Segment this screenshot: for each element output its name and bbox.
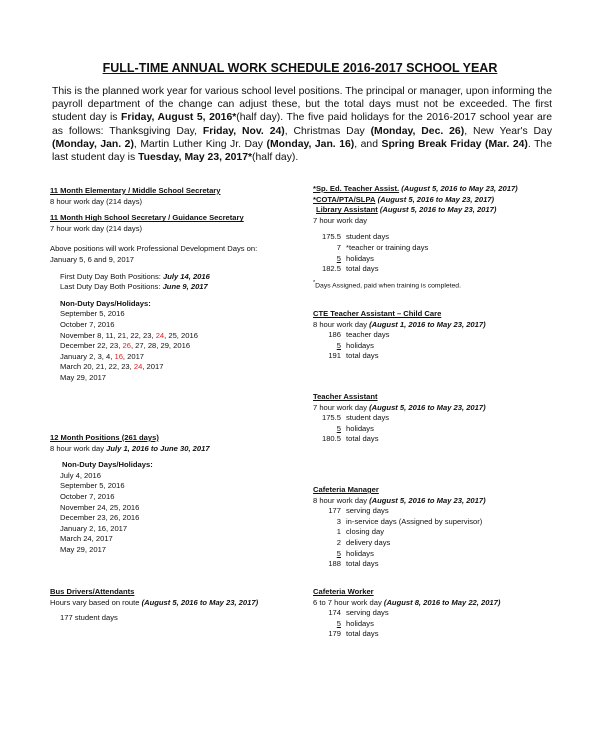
date-text: , 2017 (142, 362, 164, 372)
days-row (313, 549, 553, 560)
section-heading: Teacher Assistant (313, 392, 378, 401)
date-range: (August 5, 2016 to May 23, 2017) (401, 184, 518, 193)
days-label: holidays (346, 340, 374, 350)
first-student-day: Friday, August 5, 2016* (121, 112, 237, 124)
date-text: March 20, 21, 22, 23, (60, 362, 134, 372)
date-text: January 2, 3, 4, (60, 351, 115, 361)
work-day-line (50, 444, 295, 455)
days-row (313, 629, 553, 640)
nonduty-date: May 29, 2017 (60, 372, 107, 382)
days-label: teacher days (346, 330, 390, 340)
date-range: (August 1, 2016 to May 23, 2017) (369, 319, 486, 329)
days-count: 7 (336, 242, 341, 252)
pd-days-dates: January 5, 6 and 9, 2017 (50, 254, 135, 264)
nonduty-date: January 2, 16, 2017 (60, 523, 128, 533)
days-label: holidays (346, 618, 374, 628)
days-line: 177 student days (60, 613, 118, 623)
days-label: total days (346, 629, 379, 639)
nonduty-date: September 5, 2016 (60, 309, 125, 319)
label: 8 hour work day (313, 495, 370, 505)
days-count: 188 (328, 559, 341, 569)
holiday-new-year: (Monday, Jan. 2) (52, 138, 134, 150)
label: 6 to 7 hour work day (313, 597, 384, 607)
heading-row (313, 195, 553, 206)
days-label: holidays (346, 423, 374, 433)
days-count: 3 (336, 516, 341, 526)
section-heading: 12 Month Positions (261 days) (50, 433, 159, 442)
nonduty-date (50, 341, 295, 352)
intro-paragraph (52, 85, 552, 164)
label: 8 hour work day (50, 443, 107, 453)
days-count: 175.5 (321, 413, 341, 423)
work-day-line: 7 hour work day (313, 215, 368, 225)
footnote-text: Days Assigned, paid when training is completed. (315, 282, 461, 290)
days-count: 182.5 (321, 264, 341, 274)
days-row (313, 341, 553, 352)
days-label: total days (346, 434, 379, 444)
nonduty-date (50, 362, 295, 373)
holiday-date: 24 (133, 362, 143, 372)
days-label: delivery days (346, 537, 391, 547)
label: First Duty Day Both Positions: (60, 271, 163, 281)
right-section-4 (313, 485, 553, 570)
days-row (313, 243, 553, 254)
days-count: 5 (336, 548, 341, 558)
days-count: 179 (328, 629, 341, 639)
days-label: student days (346, 232, 390, 242)
last-student-day: Tuesday, May 23, 2017* (138, 152, 253, 164)
nonduty-date: May 29, 2017 (60, 544, 107, 554)
nonduty-date (50, 352, 295, 363)
section-heading: Library Assistant (316, 205, 378, 215)
date-range: (August 5, 2016 to May 23, 2017) (141, 597, 259, 607)
nonduty-date: July 4, 2016 (60, 470, 101, 480)
page-title: FULL-TIME ANNUAL WORK SCHEDULE 2016-2017 SCHOOL YEAR (102, 61, 498, 75)
date-range: (August 5, 2016 to May 23, 2017) (369, 495, 486, 505)
days-count: 1 (336, 527, 341, 537)
holiday-date: 16 (114, 351, 123, 361)
nonduty-heading: Non-Duty Days/Holidays: (62, 460, 153, 470)
nonduty-date: October 7, 2016 (60, 319, 115, 329)
nonduty-heading: Non-Duty Days/Holidays: (60, 298, 151, 308)
days-row (313, 264, 553, 275)
days-row (313, 527, 553, 538)
holiday-thanksgiving: Friday, Nov. 24) (202, 125, 285, 137)
days-label: holidays (346, 548, 374, 558)
days-label: total days (346, 264, 379, 274)
section-heading: *Sp. Ed. Teacher Assist. (313, 184, 400, 193)
days-count: 5 (336, 423, 341, 433)
section-heading: Cafeteria Worker (313, 587, 374, 596)
right-section-2 (313, 309, 553, 362)
work-day-line (50, 598, 295, 609)
date: July 14, 2016 (162, 271, 210, 281)
days-count: 5 (336, 618, 341, 628)
holiday-date: 26 (122, 341, 131, 351)
heading-row (313, 205, 553, 216)
section-heading: CTE Teacher Assistant – Child Care (313, 309, 442, 318)
days-row (313, 619, 553, 630)
pd-days-line: Above positions will work Professional Development Days on: (50, 244, 258, 254)
days-row (313, 330, 553, 341)
date-text: December 22, 23, (60, 341, 123, 351)
right-section-3 (313, 392, 553, 445)
holiday-date: 24 (155, 330, 165, 340)
footnote: *Days Assigned, paid when training is completed. (313, 279, 461, 290)
nonduty-date: October 7, 2016 (60, 491, 115, 501)
work-day-line: 8 hour work day (214 days) (50, 196, 143, 206)
intro-text: , Christmas Day (284, 125, 371, 137)
first-duty-day (50, 272, 295, 283)
days-row (313, 538, 553, 549)
right-section-1 (313, 184, 553, 292)
days-label: serving days (346, 506, 389, 516)
nonduty-date: November 24, 25, 2016 (60, 502, 140, 512)
days-row (313, 351, 553, 362)
work-day-line (313, 496, 553, 507)
section-heading: 11 Month High School Secretary / Guidance Secretary (50, 213, 244, 223)
days-label: in-service days (Assigned by supervisor) (346, 516, 483, 526)
holiday-spring-break: Spring Break Friday (Mar. 24) (381, 138, 528, 150)
days-count: 2 (336, 537, 341, 547)
days-label: closing day (346, 527, 384, 537)
days-label: total days (346, 559, 379, 569)
days-label: holidays (346, 253, 374, 263)
days-count: 174 (328, 608, 341, 618)
label: Last Duty Day Both Positions: (60, 282, 163, 292)
nonduty-date: September 5, 2016 (60, 481, 125, 491)
section-heading: Cafeteria Manager (313, 485, 379, 494)
left-column-bus (50, 587, 295, 624)
label: 7 hour work day (313, 402, 370, 412)
last-duty-day (50, 282, 295, 293)
days-row (313, 254, 553, 265)
intro-text: (half day). (252, 152, 299, 164)
left-column-12month (50, 433, 295, 556)
days-row (313, 506, 553, 517)
days-row (313, 434, 553, 445)
right-section-5 (313, 587, 553, 640)
work-day-line (313, 320, 553, 331)
days-row (313, 517, 553, 528)
days-row (313, 424, 553, 435)
label: Hours vary based on route (50, 597, 142, 607)
days-row (313, 608, 553, 619)
label: 8 hour work day (313, 319, 370, 329)
date: June 9, 2017 (162, 282, 208, 292)
date-range: July 1, 2016 to June 30, 2017 (106, 443, 210, 453)
left-column (50, 186, 295, 384)
date-range: (August 8, 2016 to May 22, 2017) (383, 597, 501, 607)
nonduty-date (50, 331, 295, 342)
days-count: 175.5 (321, 232, 341, 242)
days-label: total days (346, 351, 379, 361)
days-count: 191 (328, 351, 341, 361)
date-text: November 8, 11, 21, 22, 23, (60, 330, 156, 340)
days-count: 5 (336, 340, 341, 350)
days-count: 180.5 (321, 434, 341, 444)
intro-text: This is the planned work year for various school level positions. The principal or manager, upon informing the payroll department of the change can adjust these, but the total days must not be exceeded. The first student day is (52, 86, 552, 124)
date-range: (August 5, 2016 to May 23, 2017) (377, 194, 495, 204)
holiday-mlk: (Monday, Jan. 16) (266, 138, 355, 150)
section-heading: Bus Drivers/Attendants (50, 587, 135, 596)
heading-row (313, 184, 553, 195)
nonduty-date: December 23, 26, 2016 (60, 513, 140, 523)
work-day-line (313, 403, 553, 414)
days-row (313, 413, 553, 424)
intro-text: , and (354, 138, 382, 150)
section-heading: *COTA/PTA/SLPA (313, 194, 376, 204)
intro-text: (half day). The five paid holidays for the 2016-2017 school year are as follows: Thanksgiving Day, (52, 112, 552, 137)
intro-text: . The last student day is (52, 138, 552, 164)
days-count: 177 (328, 506, 341, 516)
section-heading: 11 Month Elementary / Middle School Secretary (50, 186, 221, 195)
work-day-line (313, 598, 553, 609)
days-count: 186 (328, 330, 341, 340)
nonduty-date: March 24, 2017 (60, 534, 113, 544)
intro-text: , Martin Luther King Jr. Day (133, 138, 267, 150)
date-text: , 27, 28, 29, 2016 (130, 341, 191, 351)
intro-text: , New Year's Day (464, 125, 553, 137)
date-range: (August 5, 2016 to May 23, 2017) (369, 402, 486, 412)
days-label: student days (346, 413, 390, 423)
date-range: (August 5, 2016 to May 23, 2017) (379, 205, 497, 215)
days-label: serving days (346, 608, 389, 618)
days-row (313, 232, 553, 243)
date-text: , 2017 (122, 351, 145, 361)
holiday-christmas: (Monday, Dec. 26) (370, 125, 465, 137)
days-label: *teacher or training days (346, 242, 429, 252)
date-text: , 25, 2016 (164, 330, 198, 340)
days-count: 5 (336, 253, 341, 263)
days-row (313, 559, 553, 570)
work-day-line: 7 hour work day (214 days) (50, 223, 143, 233)
